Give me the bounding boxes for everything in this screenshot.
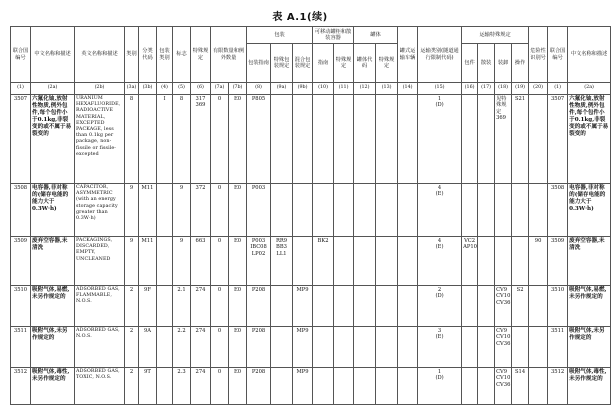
cell-cn-name: 电容器,非对称的(储存电能的能力大于0.3W·h): [31, 184, 75, 237]
cell-hazard-id: [529, 327, 548, 368]
cell-cn-name-2: 吸附气体,未另作规定的: [568, 327, 611, 368]
header-special-provisions: 特殊规定: [191, 27, 211, 83]
cell-tank-code: [354, 95, 376, 184]
cell-tank-instr: [313, 327, 334, 368]
cell-ts-loading: [495, 184, 512, 237]
column-index: (16): [462, 83, 478, 95]
cell-ts-packages: [462, 368, 478, 405]
header-tank: 罐体: [354, 27, 398, 44]
cell-en-name: PACKAGINGS, DISCARDED, EMPTY, UNCLEANED: [75, 237, 125, 286]
cell-un-no-2: 3508: [548, 184, 568, 237]
column-index: (5): [173, 83, 191, 95]
cell-limited-qty: 0: [211, 237, 229, 286]
column-index: (12): [354, 83, 376, 95]
header-mixed-packing: 混合包装规定: [293, 44, 313, 83]
transport-category-value: 3: [437, 328, 442, 334]
cell-mixed-packing: [293, 237, 313, 286]
cell-excepted-qty: E0: [229, 184, 247, 237]
cell-excepted-qty: E0: [229, 237, 247, 286]
cell-tank-instr: [313, 184, 334, 237]
header-cn-name: 中文名称和描述: [31, 27, 75, 83]
cell-label: 9: [173, 237, 191, 286]
cell-cn-name: 吸附气体,易燃,未另作规定的: [31, 286, 75, 327]
cell-un-no: 3511: [11, 327, 31, 368]
cell-cn-name: 废弃空容器,未清洗: [31, 237, 75, 286]
header-packaging-special: 特殊包装规定: [271, 44, 293, 83]
column-index: (10): [313, 83, 334, 95]
header-un-no: 联合国编号: [11, 27, 31, 83]
cell-packing-group: I: [157, 95, 173, 184]
cell-transport-category: [418, 368, 462, 405]
transport-category-value: 2: [437, 287, 442, 293]
cell-packing-group: [157, 237, 173, 286]
cell-vehicle: [398, 184, 418, 237]
cell-en-name: ADSORBED GAS, TOXIC, N.O.S.: [75, 368, 125, 405]
cell-un-no-2: 3509: [548, 237, 568, 286]
tunnel-code: (D): [435, 375, 444, 382]
tunnel-code: (E): [435, 244, 444, 251]
column-index: (18): [495, 83, 512, 95]
cell-tank-code: [354, 237, 376, 286]
header-packaging-instr: 包装指南: [247, 44, 271, 83]
cell-un-no-2: 3510: [548, 286, 568, 327]
column-index: (6): [191, 83, 211, 95]
cell-vehicle: [398, 368, 418, 405]
table-row: [11, 184, 611, 237]
cell-special-provisions: 663: [191, 237, 211, 286]
cell-label: 2.3: [173, 368, 191, 405]
cell-tank-code: [354, 286, 376, 327]
header-class-code: 分类代码: [139, 27, 157, 83]
cell-tank-special: [334, 237, 354, 286]
cell-un-no: 3509: [11, 237, 31, 286]
cell-tank-instr: BK2: [313, 237, 334, 286]
cell-class-code: M11: [139, 184, 157, 237]
header-tank-instr: 指南: [313, 44, 334, 83]
cell-label: 9: [173, 184, 191, 237]
cell-ts-packages: VC2 AP10: [462, 237, 478, 286]
cell-en-name: ADSORBED GAS, FLAMMABLE, N.O.S.: [75, 286, 125, 327]
cell-tank-special: [334, 286, 354, 327]
header-un-no-2: 联合国编号: [548, 27, 568, 83]
cell-tank-special-prov: [376, 184, 398, 237]
cell-ts-loading: CV9 CV10 CV36: [495, 368, 512, 405]
cell-vehicle: [398, 286, 418, 327]
cell-ts-bulk: [478, 237, 495, 286]
cell-transport-category: [418, 327, 462, 368]
cell-ts-bulk: [478, 184, 495, 237]
column-index: (3a): [125, 83, 139, 95]
cell-class: 8: [125, 95, 139, 184]
table-row: [11, 286, 611, 327]
cell-ts-operation: [512, 327, 529, 368]
column-index: (15): [418, 83, 462, 95]
cell-ts-loading: [495, 237, 512, 286]
cell-special-provisions: 274: [191, 286, 211, 327]
cell-cn-name-2: 废弃空容器,未清洗: [568, 237, 611, 286]
cell-excepted-qty: E0: [229, 286, 247, 327]
cell-packing-group: [157, 286, 173, 327]
cell-ts-bulk: [478, 95, 495, 184]
dangerous-goods-table: [10, 26, 611, 405]
cell-class: 9: [125, 184, 139, 237]
cell-class: 2: [125, 327, 139, 368]
tunnel-code: (E): [435, 191, 444, 198]
cell-transport-category: [418, 286, 462, 327]
column-index: (11): [334, 83, 354, 95]
column-index: (1): [11, 83, 31, 95]
cell-un-no: 3512: [11, 368, 31, 405]
cell-packaging-instr: P208: [247, 368, 271, 405]
header-ts-packages: 包件: [462, 44, 478, 83]
cell-packing-group: [157, 327, 173, 368]
cell-special-provisions: 372: [191, 184, 211, 237]
cell-excepted-qty: E0: [229, 368, 247, 405]
cell-tank-code: [354, 184, 376, 237]
cell-packaging-special: [271, 95, 293, 184]
cell-ts-loading: CV9 CV10 CV36: [495, 327, 512, 368]
column-index: (20): [529, 83, 548, 95]
cell-en-name: ADSORBED GAS, N.O.S.: [75, 327, 125, 368]
column-index: (9b): [293, 83, 313, 95]
cell-ts-operation: [512, 237, 529, 286]
transport-category-value: 1: [437, 369, 442, 375]
cell-limited-qty: 0: [211, 95, 229, 184]
cell-hazard-id: [529, 184, 548, 237]
header-limited-excepted: 有限数量和例外数量: [211, 27, 247, 83]
cell-ts-packages: [462, 327, 478, 368]
cell-packaging-instr: P208: [247, 286, 271, 327]
header-transport-special: 运输特殊规定: [462, 27, 529, 44]
column-index: (4): [157, 83, 173, 95]
cell-label: 2.1: [173, 286, 191, 327]
cell-limited-qty: 0: [211, 184, 229, 237]
header-class: 类别: [125, 27, 139, 83]
header-tank-code: 罐体代码: [354, 44, 376, 83]
column-index: (8): [247, 83, 271, 95]
table-row: [11, 237, 611, 286]
header-ts-bulk: 散装: [478, 44, 495, 83]
cell-ts-loading: 见特殊规定369: [495, 95, 512, 184]
cell-class-code: 9T: [139, 368, 157, 405]
cell-tank-code: [354, 327, 376, 368]
cell-tank-instr: [313, 286, 334, 327]
cell-class: 2: [125, 368, 139, 405]
cell-tank-special-prov: [376, 286, 398, 327]
header-hazard-id: 危险性识别号: [529, 27, 548, 83]
cell-vehicle: [398, 95, 418, 184]
cell-packaging-special: [271, 327, 293, 368]
table-title: 表 A.1(续): [272, 12, 328, 23]
header-tank-special-prov: 特殊规定: [376, 44, 398, 83]
header-ts-loading: 装卸: [495, 44, 512, 83]
cell-label: 2.2: [173, 327, 191, 368]
cell-tank-special: [334, 95, 354, 184]
cell-en-name: URANIUM HEXAFLUORIDE, RADIOACTIVE MATERIAL, EXCEPTED PACKAGE, less than 0.1kg per package, non-fissile or fissile-excepted: [75, 95, 125, 184]
cell-packaging-instr: P003 IBC08 LP02: [247, 237, 271, 286]
cell-hazard-id: [529, 368, 548, 405]
column-index-row: [11, 83, 611, 95]
table-row: [11, 95, 611, 184]
cell-un-no-2: 3511: [548, 327, 568, 368]
cell-tank-special-prov: [376, 327, 398, 368]
cell-packing-group: [157, 368, 173, 405]
cell-cn-name-2: 六氟化铀,放射性物质,例外包件,每个包件小于0.1kg,非裂变的或不属于易裂变的: [568, 95, 611, 184]
cell-limited-qty: 0: [211, 286, 229, 327]
cell-un-no: 3510: [11, 286, 31, 327]
cell-mixed-packing: MP9: [293, 327, 313, 368]
cell-packaging-special: [271, 286, 293, 327]
header-transport-category: 运输类别(隧道通行限制代码): [418, 27, 462, 83]
cell-transport-category: [418, 237, 462, 286]
cell-ts-operation: [512, 184, 529, 237]
cell-cn-name-2: 吸附气体,毒性,未另作规定的: [568, 368, 611, 405]
header-cn-name-2: 中文名称和描述: [568, 27, 611, 83]
cell-transport-category: [418, 95, 462, 184]
column-index: (14): [398, 83, 418, 95]
column-index: (19): [512, 83, 529, 95]
cell-un-no-2: 3512: [548, 368, 568, 405]
header-en-name: 英文名称和描述: [75, 27, 125, 83]
cell-class-code: M11: [139, 237, 157, 286]
column-index: (7a): [211, 83, 229, 95]
cell-tank-special: [334, 327, 354, 368]
cell-mixed-packing: [293, 184, 313, 237]
cell-ts-loading: CV9 CV10 CV36: [495, 286, 512, 327]
cell-tank-code: [354, 368, 376, 405]
header-tank-bulk: 可移动罐柜和散装容器: [313, 27, 354, 44]
column-index: (7b): [229, 83, 247, 95]
tunnel-code: (E): [435, 334, 444, 341]
cell-un-no: 3508: [11, 184, 31, 237]
cell-packaging-special: [271, 368, 293, 405]
cell-limited-qty: 0: [211, 327, 229, 368]
cell-cn-name-2: 吸附气体,易燃,未另作规定的: [568, 286, 611, 327]
cell-tank-special: [334, 184, 354, 237]
cell-packaging-special: [271, 184, 293, 237]
column-index: (2a): [31, 83, 75, 95]
cell-cn-name: 六氟化铀,放射性物质,例外包件,每个包件小于0.1kg,非裂变的或不属于易裂变的: [31, 95, 75, 184]
cell-packaging-instr: P003: [247, 184, 271, 237]
cell-hazard-id: 90: [529, 237, 548, 286]
cell-hazard-id: [529, 95, 548, 184]
table-row: [11, 368, 611, 405]
cell-special-provisions: 317 369: [191, 95, 211, 184]
cell-class-code: 9A: [139, 327, 157, 368]
cell-cn-name: 吸附气体,毒性,未另作规定的: [31, 368, 75, 405]
cell-class: 2: [125, 286, 139, 327]
cell-ts-bulk: [478, 368, 495, 405]
header-vehicle: 罐式运输车辆: [398, 27, 418, 83]
column-index: (2b): [75, 83, 125, 95]
header-label: 标志: [173, 27, 191, 83]
cell-tank-special-prov: [376, 237, 398, 286]
header-ts-operation: 操作: [512, 44, 529, 83]
cell-packing-group: [157, 184, 173, 237]
column-index: (3b): [139, 83, 157, 95]
cell-special-provisions: 274: [191, 368, 211, 405]
column-index: (2a): [568, 83, 611, 95]
cell-tank-special-prov: [376, 368, 398, 405]
cell-tank-instr: [313, 95, 334, 184]
cell-ts-packages: [462, 95, 478, 184]
cell-ts-operation: S21: [512, 95, 529, 184]
column-index: (17): [478, 83, 495, 95]
cell-hazard-id: [529, 286, 548, 327]
table-row: [11, 327, 611, 368]
cell-packaging-special: RR9 BB3 LL1: [271, 237, 293, 286]
cell-class-code: 9F: [139, 286, 157, 327]
cell-packaging-instr: P805: [247, 95, 271, 184]
header-packing-group: 包装类别: [157, 27, 173, 83]
header-tank-special: 特殊规定: [334, 44, 354, 83]
cell-ts-packages: [462, 184, 478, 237]
transport-category-value: 1: [437, 96, 442, 102]
cell-ts-operation: S2: [512, 286, 529, 327]
cell-label: 8: [173, 95, 191, 184]
transport-category-value: 4: [437, 185, 442, 191]
column-index: (1): [548, 83, 568, 95]
transport-category-value: 4: [437, 238, 442, 244]
cell-class-code: [139, 95, 157, 184]
cell-vehicle: [398, 327, 418, 368]
header-packaging: 包装: [247, 27, 313, 44]
column-index: (13): [376, 83, 398, 95]
cell-un-no-2: 3507: [548, 95, 568, 184]
cell-ts-operation: S14: [512, 368, 529, 405]
tunnel-code: (D): [435, 102, 444, 109]
tunnel-code: (D): [435, 293, 444, 300]
cell-limited-qty: 0: [211, 368, 229, 405]
cell-en-name: CAPACITOR, ASYMMETRIC (with an energy storage capacity greater than 0.3W·h): [75, 184, 125, 237]
cell-excepted-qty: E0: [229, 95, 247, 184]
cell-packaging-instr: P208: [247, 327, 271, 368]
cell-ts-packages: [462, 286, 478, 327]
cell-mixed-packing: MP9: [293, 368, 313, 405]
cell-ts-bulk: [478, 327, 495, 368]
cell-special-provisions: 274: [191, 327, 211, 368]
cell-un-no: 3507: [11, 95, 31, 184]
cell-class: 9: [125, 237, 139, 286]
cell-tank-special: [334, 368, 354, 405]
column-index: (9a): [271, 83, 293, 95]
cell-tank-instr: [313, 368, 334, 405]
cell-mixed-packing: [293, 95, 313, 184]
cell-ts-bulk: [478, 286, 495, 327]
cell-vehicle: [398, 237, 418, 286]
cell-tank-special-prov: [376, 95, 398, 184]
cell-cn-name-2: 电容器,非对称的(储存电能的能力大于0.3W·h): [568, 184, 611, 237]
cell-transport-category: [418, 184, 462, 237]
cell-excepted-qty: E0: [229, 327, 247, 368]
cell-mixed-packing: MP9: [293, 286, 313, 327]
cell-cn-name: 吸附气体,未另作规定的: [31, 327, 75, 368]
